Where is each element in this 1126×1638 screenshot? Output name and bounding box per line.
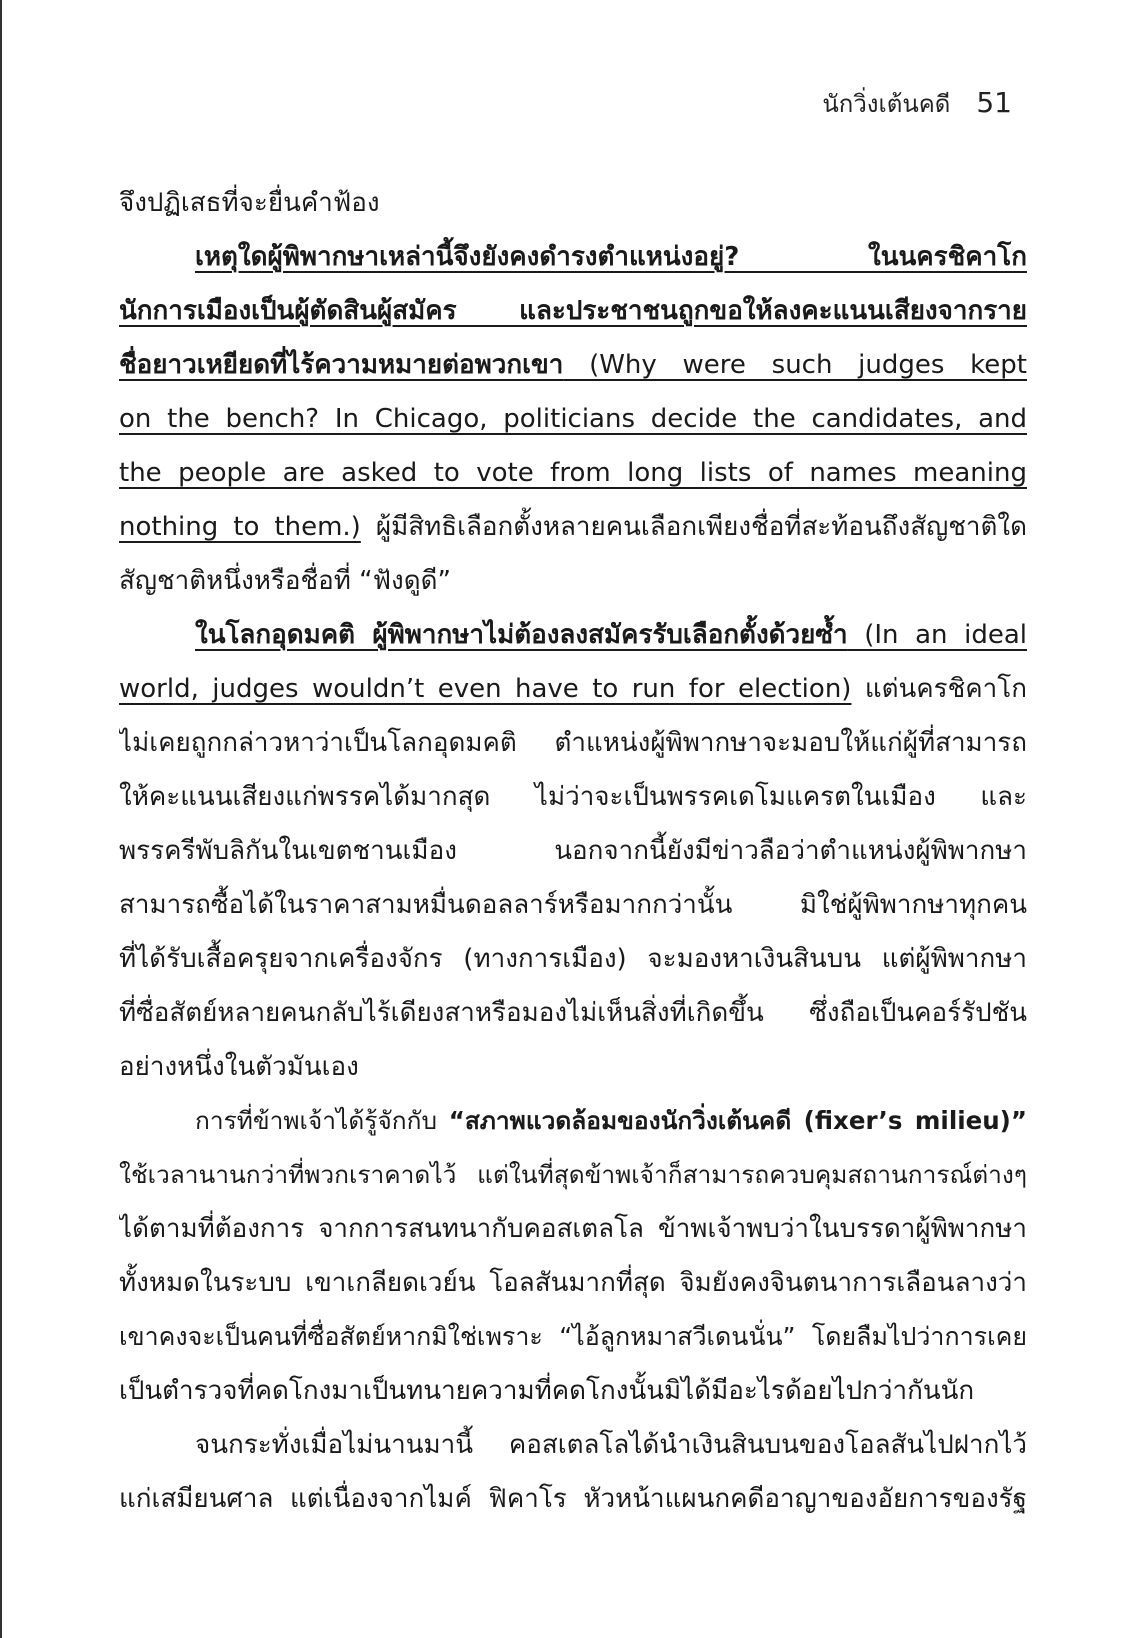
text-line	[119, 230, 1027, 284]
text-line	[119, 1310, 1027, 1364]
line-text: การที่ข้าพเจ้าได้รู้จักกับ	[195, 1106, 449, 1135]
text-line	[119, 284, 1027, 338]
text-line	[119, 986, 1027, 1040]
underlined-text: ในโลกอุดมคติ ผู้พิพากษาไม่ต้องลงสมัครรับเลือกตั้งด้วยซ้ำ	[195, 620, 848, 650]
text-line	[119, 662, 1027, 716]
line-text: ผู้มีสิทธิเลือกตั้งหลายคนเลือกเพียงชื่อที่สะท้อนถึงสัญชาติใด	[360, 512, 1027, 542]
bold-quote: “สภาพแวดล้อมของนักวิ่งเต้นคดี (fixer’s milieu)”	[448, 1106, 1027, 1135]
text-line	[119, 1094, 1027, 1148]
underlined-question: เหตุใดผู้พิพากษาเหล่านี้จึงยังคงดำรงตำแหน่งอยู่? ในนครชิคาโก	[195, 242, 1027, 272]
text-line	[119, 1148, 1027, 1202]
text-line	[119, 1364, 1027, 1418]
text-line	[119, 608, 1027, 662]
underlined-english: the people are asked to vote from long lists of names meaning	[119, 458, 1027, 488]
underlined-text: ชื่อยาวเหยียดที่ไร้ความหมายต่อพวกเขา	[119, 350, 564, 380]
underlined-english: world, judges wouldn’t even have to run for election)	[119, 674, 852, 704]
line-text: เขาคงจะเป็นคนที่ซื่อสัตย์หากมิใช่เพราะ “ไอ้ลูกหมาสวีเดนนั่น” โดยลืมไปว่าการเคย	[119, 1322, 1027, 1351]
text-line	[119, 824, 1027, 878]
running-header	[822, 84, 1012, 123]
line-text: อย่างหนึ่งในตัวมันเอง	[119, 1052, 359, 1082]
text-line	[119, 716, 1027, 770]
text-line	[119, 1202, 1027, 1256]
line-text: สัญชาติหนึ่งหรือชื่อที่ “ฟังดูดี”	[119, 566, 451, 596]
line-text: ให้คะแนนเสียงแก่พรรคได้มากสุด ไม่ว่าจะเป็นพรรคเดโมแครตในเมือง และ	[119, 782, 1027, 812]
line-text: แก่เสมียนศาล แต่เนื่องจากไมค์ ฟิคาโร หัวหน้าแผนกคดีอาญาของอัยการของรัฐ	[119, 1484, 1027, 1514]
underlined-english: (Why were such judges kept	[563, 350, 1027, 380]
text-line	[119, 338, 1027, 392]
line-text: จึงปฏิเสธที่จะยื่นคำฟ้อง	[119, 188, 380, 218]
underlined-english: nothing to them.)	[119, 512, 361, 542]
line-text: เป็นตำรวจที่คดโกงมาเป็นทนายความที่คดโกงนั้นมิได้มีอะไรด้อยไปกว่ากันนัก	[119, 1376, 975, 1406]
text-line	[119, 1472, 1027, 1526]
line-text: จนกระทั่งเมื่อไม่นานมานี้ คอสเตลโลได้นำเงินสินบนของโอลสันไปฝากไว้	[195, 1430, 1027, 1460]
underlined-text: นักการเมืองเป็นผู้ตัดสินผู้สมัคร และประชาชนถูกขอให้ลงคะแนนเสียงจากราย	[119, 296, 1027, 326]
line-text: แต่นครชิคาโก	[851, 674, 1027, 704]
text-line	[119, 1256, 1027, 1310]
text-line	[119, 770, 1027, 824]
text-line	[119, 176, 1027, 230]
line-text: ได้ตามที่ต้องการ จากการสนทนากับคอสเตลโล ข้าพเจ้าพบว่าในบรรดาผู้พิพากษา	[119, 1214, 1027, 1244]
text-line	[119, 1418, 1027, 1472]
underlined-english: (In an ideal	[847, 620, 1027, 650]
line-text: สามารถซื้อได้ในราคาสามหมื่นดอลลาร์หรือมากกว่านั้น มิใช่ผู้พิพากษาทุกคน	[119, 890, 1027, 920]
underlined-english: on the bench? In Chicago, politicians decide the candidates, and	[119, 404, 1027, 434]
text-line	[119, 500, 1027, 554]
line-text: ใช้เวลานานกว่าที่พวกเราคาดไว้ แต่ในที่สุดข้าพเจ้าก็สามารถควบคุมสถานการณ์ต่างๆ	[119, 1160, 1027, 1189]
body-text	[119, 176, 1027, 1526]
line-text: ที่ได้รับเสื้อครุยจากเครื่องจักร (ทางการเมือง) จะมองหาเงินสินบน แต่ผู้พิพากษา	[119, 944, 1027, 974]
line-text: ที่ซื่อสัตย์หลายคนกลับไร้เดียงสาหรือมองไม่เห็นสิ่งที่เกิดขึ้น ซึ่งถือเป็นคอร์รัปชัน	[119, 998, 1027, 1028]
text-line	[119, 932, 1027, 986]
page-number: 51	[976, 86, 1012, 119]
text-line	[119, 554, 1027, 608]
text-line	[119, 392, 1027, 446]
running-title: นักวิ่งเต้นคดี	[822, 90, 951, 118]
line-text: ไม่เคยถูกกล่าวหาว่าเป็นโลกอุดมคติ ตำแหน่งผู้พิพากษาจะมอบให้แก่ผู้ที่สามารถ	[119, 728, 1027, 758]
line-text: ทั้งหมดในระบบ เขาเกลียดเวย์น โอลสันมากที่สุด จิมยังคงจินตนาการเลือนลางว่า	[119, 1268, 1027, 1298]
text-line	[119, 1040, 1027, 1094]
line-text: พรรครีพับลิกันในเขตชานเมือง นอกจากนี้ยังมีข่าวลือว่าตำแหน่งผู้พิพากษา	[119, 836, 1027, 866]
text-line	[119, 446, 1027, 500]
text-line	[119, 878, 1027, 932]
